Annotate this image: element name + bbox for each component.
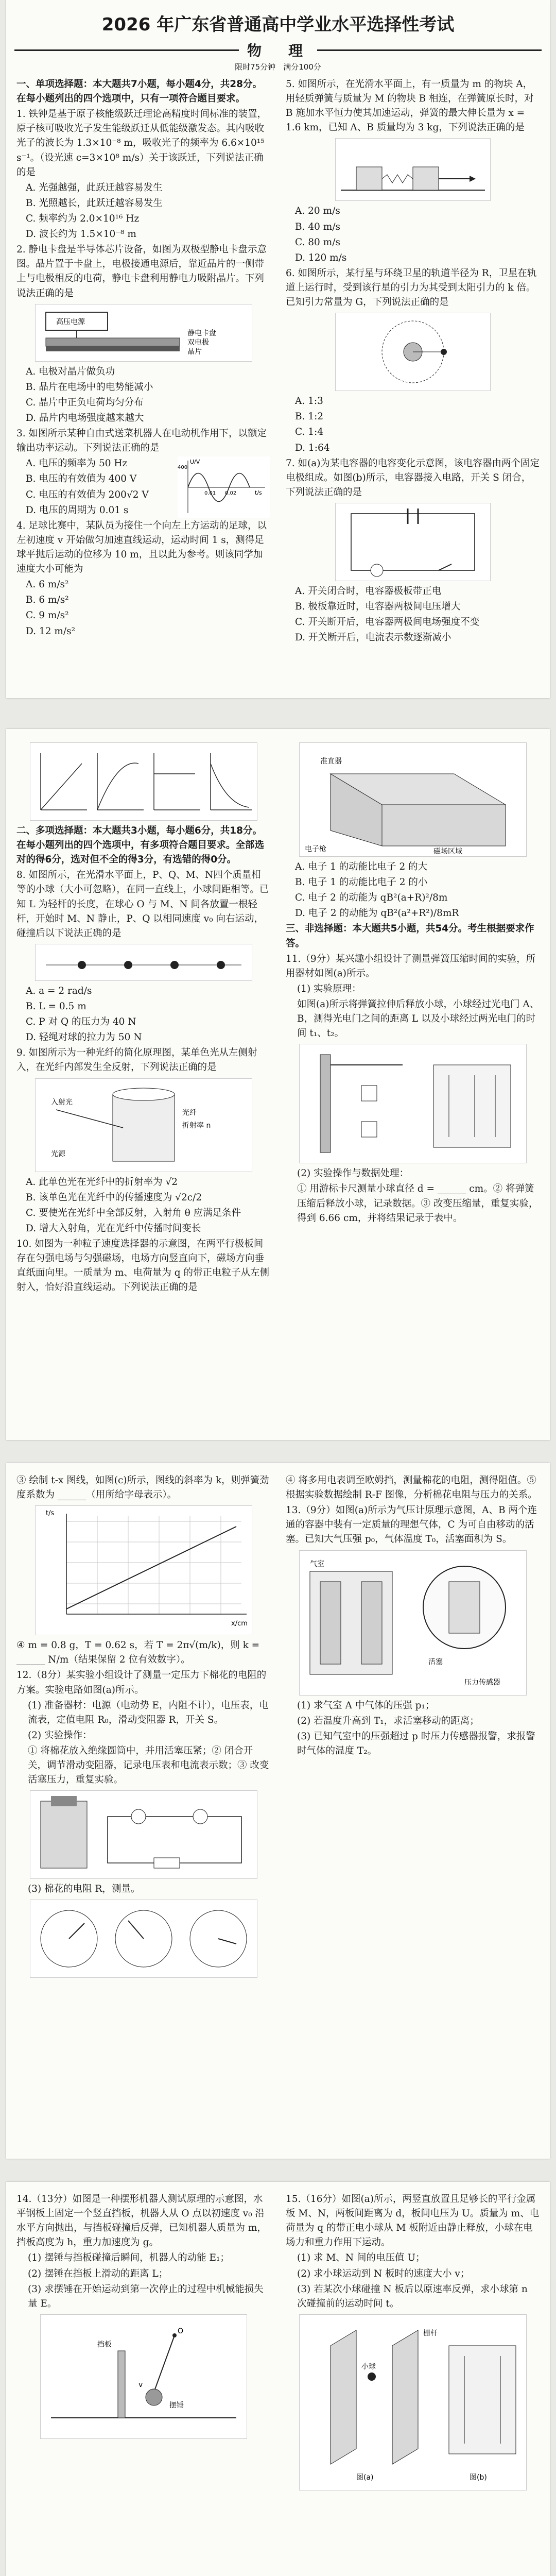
option: B. L = 0.5 m bbox=[26, 1001, 86, 1012]
axis-label: x/cm bbox=[231, 1620, 248, 1628]
question-12: 12.（8分）某实验小组设计了测量一定压力下棉花的电阻的方案。实验电路如图(a)所示。 bbox=[16, 1670, 267, 1696]
right-column bbox=[286, 2192, 540, 2494]
figure-label: O bbox=[177, 2327, 183, 2335]
option: A. 电子 1 的动能比电子 2 的大 bbox=[295, 861, 428, 872]
axis-label: t/s bbox=[45, 1510, 54, 1518]
figure-label: 光源 bbox=[50, 1149, 65, 1158]
ball-line-figure bbox=[35, 944, 252, 981]
parallel-plates-figure bbox=[299, 2314, 527, 2490]
page4-columns bbox=[16, 2192, 540, 2494]
subquestion: (1) 摆锤与挡板碰撞后瞬间，机器人的动能 E₁； bbox=[28, 2252, 230, 2264]
multimeter-dials-figure bbox=[30, 1900, 257, 1978]
linear-graph-figure bbox=[35, 1505, 252, 1635]
option: C. 晶片中正负电荷均匀分布 bbox=[26, 397, 144, 408]
left-column bbox=[16, 1473, 270, 1981]
figure-label: 入射光 bbox=[50, 1098, 73, 1107]
subject-name: 物 理 bbox=[247, 42, 309, 59]
subquestion: (1) 准备器材：电源（电动势 E，内阻不计），电压表，电流表，定值电阻 R₀，滑动变阻器 R，开关 S。 bbox=[28, 1700, 269, 1725]
figure-label: 摆锤 bbox=[169, 2401, 184, 2410]
question-2: 2. 静电卡盘是半导体芯片设备，如图为双极型静电卡盘示意图。晶片置于卡盘上，电极接通电源后，靠近晶片的一侧带上与电极相反的电荷，静电卡盘利用静电力吸附晶片。下列说法正确的是 bbox=[16, 244, 267, 299]
subquestion: (3) 已知气室中的压强超过 p 时压力传感器报警，求报警时气体的温度 T₂。 bbox=[297, 1731, 535, 1756]
section-heading: 三、非选择题：本大题共5小题，共54分。考生根据要求作答。 bbox=[286, 923, 534, 949]
figure-label: 气室 bbox=[309, 1560, 324, 1568]
option: D. 晶片内电场强度越来越大 bbox=[26, 412, 144, 423]
subquestion: (3) 求摆锤在开始运动到第一次停止的过程中机械能损失量 E。 bbox=[28, 2283, 264, 2309]
optical-fiber-figure bbox=[35, 1078, 252, 1172]
question-4: 4. 足球比赛中，某队员为接住一个向左上方运动的足球，以左初速度 v 开始做匀加速直线运动，运动时间 1 s，测得足球平抛后运动的位移为 10 m，且以此为参考。则该同学加速度大小可能为 bbox=[16, 520, 267, 575]
subquestion: (1) 实验原理： bbox=[297, 983, 361, 994]
option: C. P 对 Q 的压力为 40 N bbox=[26, 1016, 136, 1028]
figure-label: 图(a) bbox=[356, 2473, 374, 2482]
option: A. 电压的频率为 50 Hz bbox=[26, 458, 128, 469]
page2-columns bbox=[16, 739, 540, 1296]
option: D. 120 m/s bbox=[295, 252, 347, 263]
figure-label: v bbox=[138, 2380, 143, 2389]
option: A. 此单色光在光纤中的折射率为 √2 bbox=[26, 1176, 178, 1188]
option: C. 要使光在光纤中全部反射，入射角 θ 应满足条件 bbox=[26, 1207, 241, 1218]
question-14: 14.（13分）如图是一种摆形机器人测试原理的示意图，水平钢板上固定一个竖直挡板，机器人从 O 点以初速度 v₀ 沿水平方向抛出，与挡板碰撞后反弹，已知机器人质量为 m，挡板高度为 h，重力加速度为 g。 bbox=[16, 2194, 267, 2248]
question-9: 9. 如图所示为一种光纤的简化原理图，某单色光从左侧射入，在光纤内部发生全反射，下列说法正确的是 bbox=[16, 1047, 257, 1073]
right-column bbox=[286, 1473, 540, 1981]
figure-label: 压力传感器 bbox=[464, 1678, 500, 1687]
exam-title: 2026 年广东省普通高中学业水平选择性考试 bbox=[101, 14, 455, 35]
option: A. 6 m/s² bbox=[26, 579, 69, 590]
question-8: 8. 如图所示，在光滑水平面上，P、Q、M、N四个质量相等的小球（大小可忽略），在同一直线上，小球间距相等。已知 L 为轻杆的长度，在球心 O 与 M、N 间各放置一根轻杆，开始时 M、N 静止，P、Q 以相同速度 v₀ 向右运动，碰撞后以下说法正确的是 bbox=[16, 870, 269, 939]
figure-label: 光纤 bbox=[182, 1108, 197, 1117]
option: C. 开关断开后，电容器两极间电场强度不变 bbox=[295, 617, 480, 628]
axis-label: U/V bbox=[190, 459, 200, 466]
divider bbox=[317, 49, 542, 51]
question-5: 5. 如图所示，在光滑水平面上，有一质量为 m 的物块 A，用轻质弹簧与质量为 M 的物块 B 相连，在弹簧原长时，对 B 施加水平恒力使其加速运动，弹簧的最大伸长量为 x = 1.6 km，已知 A、B 质量均为 3 kg，下列说法正确的是 bbox=[286, 79, 534, 133]
magnetic-field-figure bbox=[299, 742, 527, 857]
question-10: 10. 如图为一种粒子速度选择器的示意图，在两平行极板间存在匀强电场与匀强磁场，电场方向竖直向下，磁场方向垂直纸面向里。一质量为 m、电荷量为 q 的带正电粒子从左侧射入，恰好沿直线运动。下列说法正确的是 bbox=[16, 1238, 270, 1293]
tick-label: 0.01 bbox=[204, 490, 216, 497]
planet-orbit-figure bbox=[335, 313, 491, 391]
subquestion: (3) 若某次小球碰撞 N 板后以原速率反弹，求小球第 n 次碰撞前的运动时间 t。 bbox=[297, 2283, 528, 2309]
spring-block-figure bbox=[335, 138, 491, 201]
exam-page-4 bbox=[6, 2182, 550, 2576]
photogate-apparatus-figure bbox=[299, 1044, 527, 1163]
option: D. 轻绳对球的拉力为 50 N bbox=[26, 1032, 142, 1043]
option: D. 开关断开后，电流表示数逐渐减小 bbox=[295, 632, 451, 643]
option: B. 6 m/s² bbox=[26, 595, 69, 606]
tick-label: 400 bbox=[178, 465, 188, 471]
subquestion-text: 如图(a)所示将弹簧拉伸后释放小球，小球经过光电门 A、B，测得光电门之间的距离 L 以及小球经过两光电门的时间 t₁、t₂。 bbox=[297, 998, 540, 1039]
question-3: 3. 如图所示某种自由式送菜机器人在电动机作用下，以额定输出功率运动。下列说法正确的是 bbox=[16, 428, 267, 454]
option: B. 电压的有效值为 400 V bbox=[26, 473, 137, 485]
graph-options-figure bbox=[30, 742, 257, 821]
figure-label: 双电极 bbox=[187, 338, 209, 347]
page3-columns bbox=[16, 1473, 540, 1981]
left-column bbox=[16, 2192, 270, 2494]
figure-label: 挡板 bbox=[97, 2340, 112, 2349]
subquestion: (2) 求小球运动到 N 板时的速度大小 v； bbox=[297, 2268, 470, 2279]
question-11: 11.（9分）某兴趣小组设计了测量弹簧压缩时间的实验，所用器材如图(a)所示。 bbox=[286, 953, 536, 979]
option: D. 12 m/s² bbox=[26, 625, 76, 637]
figure-label: 静电卡盘 bbox=[187, 329, 216, 337]
subquestion-text: ④ m = 0.8 g，T = 0.62 s，若 T = 2π√(m/k)，则 k = ______ N/m（结果保留 2 位有效数字）。 bbox=[16, 1640, 260, 1666]
figure-label: 准直器 bbox=[320, 757, 342, 766]
option: D. 电子 2 的动能为 qB²(a²+R²)/8mR bbox=[295, 908, 459, 919]
figure-label: 电子枪 bbox=[304, 845, 326, 853]
option: A. a = 2 rad/s bbox=[26, 985, 92, 996]
subquestion: (2) 摆锤在挡板上滑动的距离 L； bbox=[28, 2268, 168, 2279]
tick-label: 0.02 bbox=[225, 490, 237, 497]
exam-meta: 限时75分钟 满分100分 bbox=[235, 62, 321, 72]
option: C. 9 m/s² bbox=[26, 610, 69, 621]
figure-label: 活塞 bbox=[428, 1657, 443, 1666]
option: D. 增大入射角，光在光纤中传播时间变长 bbox=[26, 1223, 201, 1234]
left-column bbox=[16, 739, 270, 1296]
voltage-waveform-plot bbox=[178, 456, 270, 518]
exam-page-1 bbox=[6, 0, 550, 698]
option: A. 电极对晶片做负功 bbox=[26, 366, 115, 377]
option: B. 极板靠近时，电容器两极间电压增大 bbox=[295, 601, 461, 613]
pendulum-robot-figure bbox=[40, 2314, 247, 2439]
section-heading: 一、单项选择题：本大题共7小题，每小题4分，共28分。在每小题列出的四个选项中，只有一项符合题目要求。 bbox=[16, 79, 262, 105]
figure-label: 高压电源 bbox=[56, 317, 85, 326]
option: D. 波长约为 1.5×10⁻⁸ m bbox=[26, 229, 136, 240]
figure-label: 图(b) bbox=[469, 2473, 487, 2482]
barometer-figure bbox=[299, 1550, 527, 1696]
figure-label: 折射率 n bbox=[182, 1121, 211, 1130]
option: C. 频率约为 2.0×10¹⁶ Hz bbox=[26, 213, 140, 224]
option: B. 1:2 bbox=[295, 411, 324, 422]
axis-label: t/s bbox=[255, 489, 262, 497]
option: B. 40 m/s bbox=[295, 221, 341, 232]
option: C. 电子 2 的动能为 qB²(a+R)²/8m bbox=[295, 892, 448, 904]
figure-label: 磁场区域 bbox=[433, 848, 462, 856]
exam-page-3 bbox=[6, 1463, 550, 2159]
subquestion: (3) 棉花的电阻 R，测量。 bbox=[28, 1884, 141, 1895]
option: A. 开关闭合时，电容器极板带正电 bbox=[295, 585, 442, 597]
subquestion: (1) 求 M、N 间的电压值 U； bbox=[297, 2252, 425, 2264]
question-6: 6. 如图所示，某行星与环绕卫星的轨道半径为 R，卫星在轨道上运行时，受到该行星的引力为其受到太阳引力的 k 倍。已知引力常量为 G，下列说法正确的是 bbox=[286, 267, 537, 308]
subquestion: (2) 实验操作： bbox=[28, 1730, 92, 1741]
option: B. 电子 1 的动能比电子 2 的小 bbox=[295, 877, 428, 888]
subquestion: (1) 求气室 A 中气体的压强 p₁； bbox=[297, 1700, 435, 1711]
subquestion-text: ④ 将多用电表调至欧姆挡，测量棉花的电阻，测得阻值。⑤ 根据实验数据绘制 R-F 图像，分析棉花电阻与压力的关系。 bbox=[286, 1475, 537, 1501]
subquestion-text: ① 用游标卡尺测量小球直径 d = ______ cm。② 将弹簧压缩后释放小球，记录数据。③ 改变压缩量，重复实验，得到 6.66 cm，并将结果记录于表中。 bbox=[297, 1183, 538, 1224]
subject-banner bbox=[6, 40, 550, 60]
figure-label: 栅杆 bbox=[423, 2329, 438, 2337]
option: A. 光强越强，此跃迁越容易发生 bbox=[26, 182, 163, 193]
option: D. 1:64 bbox=[295, 442, 330, 453]
right-column bbox=[286, 739, 540, 1296]
right-column bbox=[286, 77, 540, 646]
divider bbox=[14, 49, 239, 51]
left-column bbox=[16, 77, 270, 646]
section-heading: 二、多项选择题：本大题共3小题，每小题6分，共18分。在每小题列出的四个选项中，有多项符合题目要求。全部选对的得6分，选对但不全的得3分，有选错的得0分。 bbox=[16, 825, 265, 866]
question-13: 13.（9分）如图(a)所示为气压计原理示意图，A、B 两个连通的容器中装有一定质量的理想气体，C 为可自由移动的活塞。已知大气压强 p₀，气体温度 T₀，活塞面积为 S。 bbox=[286, 1505, 537, 1545]
option: A. 1:3 bbox=[295, 396, 323, 407]
electrostatic-chuck-figure bbox=[35, 304, 252, 362]
subquestion: (2) 若温度升高到 T₁，求活塞移动的距离； bbox=[297, 1715, 479, 1726]
option: B. 光照越长，此跃迁越容易发生 bbox=[26, 197, 163, 209]
question-1: 1. 铁钟是基于原子核能级跃迁理论高精度时间标准的装置，原子核可吸收光子发生能级跃迁从低能级激发态。其内吸收光子的波长为 1.3×10⁻⁸ m，吸收光子的频率为 6.6×10¹⁵ s⁻¹。（设光速 c=3×10⁸ m/s）关于该跃迁，下列说法正确的是 bbox=[16, 109, 267, 178]
subquestion-text: ③ 绘制 t-x 图线，如图(c)所示，图线的斜率为 k，则弹簧劲度系数为 ______（用所给字母表示）。 bbox=[16, 1475, 269, 1501]
option: C. 80 m/s bbox=[295, 236, 340, 248]
capacitor-circuit-figure bbox=[335, 503, 491, 581]
option: A. 20 m/s bbox=[295, 206, 340, 217]
option: C. 1:4 bbox=[295, 427, 324, 438]
exam-page-2 bbox=[6, 729, 550, 1440]
figure-label: 小球 bbox=[361, 2362, 376, 2371]
option: D. 电压的周期为 0.01 s bbox=[26, 504, 129, 516]
option: C. 电压的有效值为 200√2 V bbox=[26, 489, 149, 500]
figure-label: 晶片 bbox=[187, 347, 202, 356]
option: B. 晶片在电场中的电势能减小 bbox=[26, 381, 153, 393]
page1-columns bbox=[16, 77, 540, 646]
question-15: 15.（16分）如图(a)所示，两竖直放置且足够长的平行金属板 M、N，两板间距离为 d，板间电压为 U。质量为 m、电荷量为 q 的带正电小球从 M 板附近由静止释放，小球在电场力和重力作用下运动。 bbox=[286, 2194, 540, 2248]
option: B. 该单色光在光纤中的传播速度为 √2c/2 bbox=[26, 1192, 202, 1203]
subquestion: (2) 实验操作与数据处理： bbox=[297, 1168, 409, 1179]
question-7: 7. 如(a)为某电容器的电容变化示意图，该电容器由两个固定电极组成。如图(b)所示，电容器接入电路，开关 S 闭合，下列说法正确的是 bbox=[286, 457, 540, 498]
cotton-resistance-circuit bbox=[30, 1790, 257, 1879]
subquestion-text: ① 将棉花放入绝缘圆筒中，并用活塞压紧；② 闭合开关，调节滑动变阻器，记录电压表和电流表示数；③ 改变活塞压力，重复实验。 bbox=[28, 1745, 269, 1786]
